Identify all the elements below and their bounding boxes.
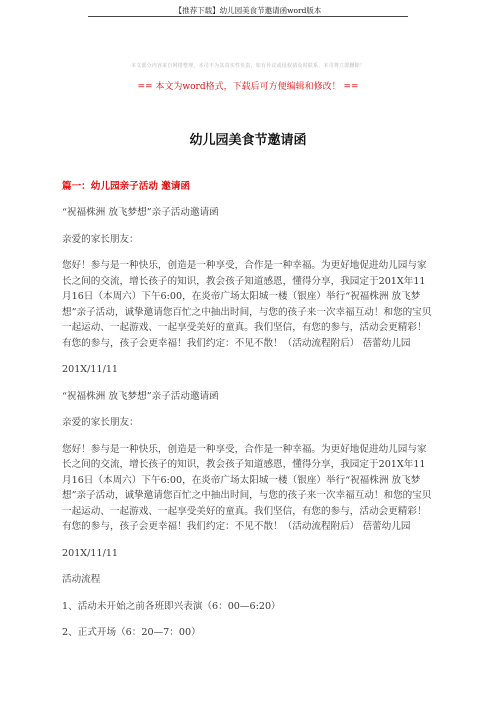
document-body xyxy=(62,179,432,652)
page-header: 【推荐下载】幼儿园美食节邀请函word版本 xyxy=(174,6,322,15)
invite-date: 201X/11/11 xyxy=(62,364,119,375)
flow-item: 2、正式开场（6：20—7：00） xyxy=(62,627,201,638)
header-divider xyxy=(88,16,408,17)
invite-subtitle: “祝福株洲 放飞梦想”亲子活动邀请函 xyxy=(62,207,219,218)
document-title: 幼儿园美食节邀请函 xyxy=(189,133,307,148)
format-notice: == 本文为word格式，下载后可方便编辑和修改！ == xyxy=(137,82,359,92)
flow-item: 1、活动未开始之前各班即兴表演（6：00—6:20） xyxy=(62,600,281,612)
flow-heading: 活动流程 xyxy=(62,574,101,585)
invite-body: 您好！参与是一种快乐，创造是一种享受，合作是一种幸福。为更好地促进幼儿园与家长之间的交流，增长孩子的知识，教会孩子知道感恩，懂得分享，我园定于201X年11月16日（本周六）下午6:00，在炎帝广场太阳城一楼（银座）举行“祝福株洲 放飞梦想”亲子活动，诚挚邀请您百忙之中抽出时间，与您的孩子来一次幸福互动！和您的宝贝一起运动、一起游戏、一起享受美好的童真。我们坚信，有您的参与，活动会更精彩！有您的参与，孩子会更幸福！我们约定：不见不散！（活动流程附后） 蓓蕾幼儿园 xyxy=(62,443,432,532)
invite-subtitle: “祝福株洲 放飞梦想”亲子活动邀请函 xyxy=(62,390,219,402)
invite-greeting: 亲爱的家长朋友： xyxy=(62,417,139,428)
disclaimer-text: 本文部分内容来自网络整理，本司不为其真实性负责，如有异议或侵权请及时联系，本司将立即删除！ xyxy=(130,63,365,69)
invite-greeting: 亲爱的家长朋友： xyxy=(62,233,139,245)
invite-body: 您好！参与是一种快乐，创造是一种享受，合作是一种幸福。为更好地促进幼儿园与家长之间的交流，增长孩子的知识，教会孩子知道感恩，懂得分享，我园定于201X年11月16日（本周六）下午6:00，在炎帝广场太阳城一楼（银座）举行“祝福株洲 放飞梦想”亲子活动，诚挚邀请您百忙之中抽出时间，与您的孩子来一次幸福互动！和您的宝贝一起运动、一起游戏、一起享受美好的童真。我们坚信，有您的参与，活动会更精彩！有您的参与，孩子会更幸福！我们约定：不见不散！（活动流程附后） 蓓蕾幼儿园 xyxy=(62,260,432,349)
section-heading: 篇一：幼儿园亲子活动 邀请函 xyxy=(62,181,191,192)
invite-date: 201X/11/11 xyxy=(62,547,119,559)
